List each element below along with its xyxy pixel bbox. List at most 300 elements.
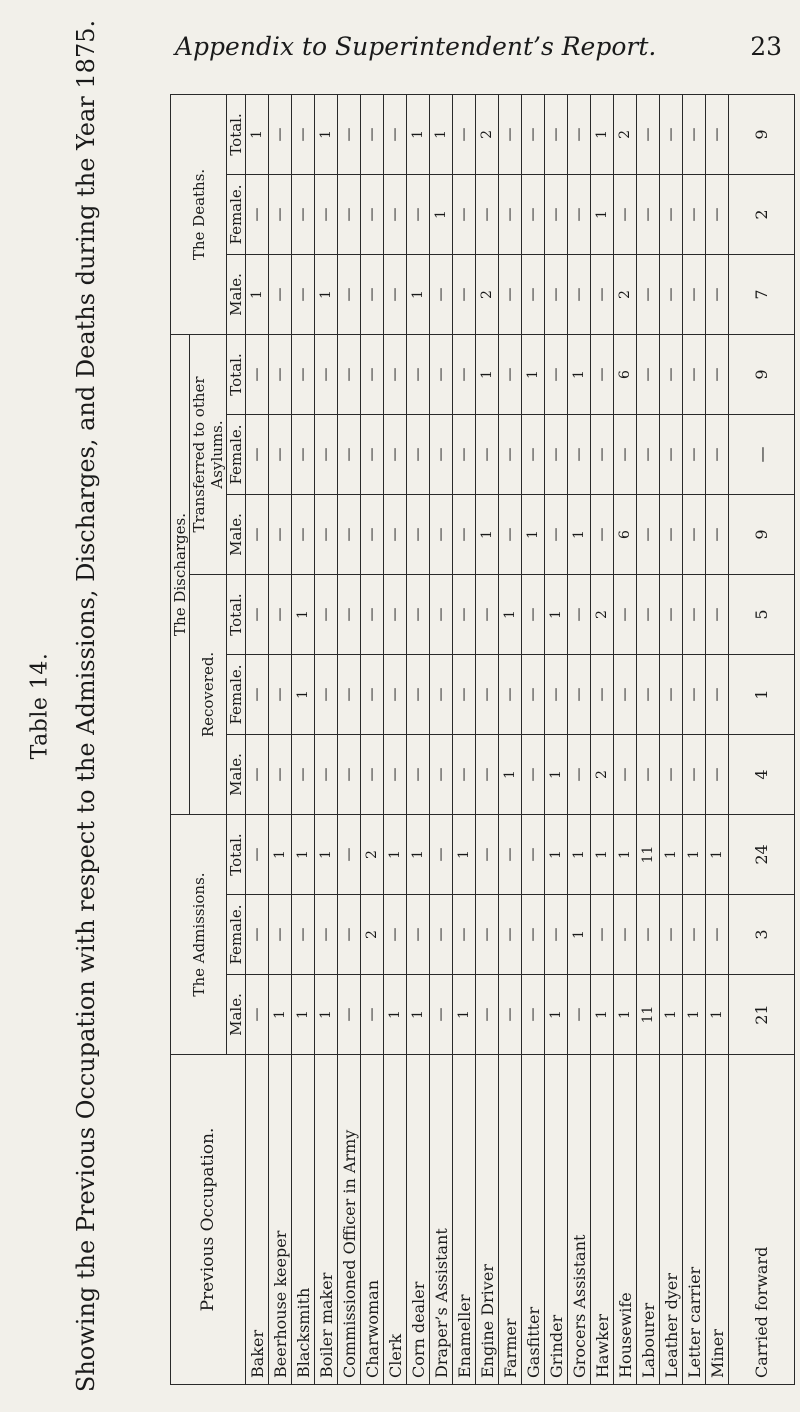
count-cell: — xyxy=(246,574,269,654)
count-cell: — xyxy=(315,895,338,975)
count-cell: — xyxy=(591,494,614,574)
count-cell: — xyxy=(683,574,706,654)
count-cell: — xyxy=(614,414,637,494)
table-row xyxy=(315,94,338,1384)
count-cell: 2 xyxy=(591,574,614,654)
count-cell: — xyxy=(706,334,729,414)
count-cell: — xyxy=(361,334,384,414)
count-cell: 1 xyxy=(315,975,338,1055)
count-cell: — xyxy=(384,174,407,254)
count-cell: 1 xyxy=(706,814,729,894)
count-cell: 6 xyxy=(614,494,637,574)
count-cell: — xyxy=(476,174,499,254)
count-cell: 1 xyxy=(660,975,683,1055)
count-cell: 1 xyxy=(545,814,568,894)
count-cell: — xyxy=(660,94,683,174)
occupation-cell: Miner xyxy=(706,1055,729,1385)
table-row xyxy=(476,94,499,1384)
count-cell: 1 xyxy=(407,814,430,894)
count-cell: — xyxy=(361,654,384,734)
count-cell: — xyxy=(430,895,453,975)
count-cell: — xyxy=(637,414,660,494)
count-cell: 1 xyxy=(315,254,338,334)
total-cell: 7 xyxy=(729,254,795,334)
count-cell: 6 xyxy=(614,334,637,414)
count-cell: — xyxy=(292,414,315,494)
count-cell: — xyxy=(522,574,545,654)
count-cell: 2 xyxy=(614,254,637,334)
occupation-cell: Housewife xyxy=(614,1055,637,1385)
count-cell: — xyxy=(384,254,407,334)
count-cell: — xyxy=(683,734,706,814)
count-cell: — xyxy=(453,254,476,334)
table-row xyxy=(361,94,384,1384)
count-cell: — xyxy=(384,334,407,414)
count-cell: — xyxy=(269,734,292,814)
occupation-cell: Beerhouse keeper xyxy=(269,1055,292,1385)
count-cell: — xyxy=(407,334,430,414)
header-deaths-total: Total. xyxy=(227,94,246,174)
table-row xyxy=(246,94,269,1384)
header-recovered: Recovered. xyxy=(190,574,227,814)
header-transferred-total: Total. xyxy=(227,334,246,414)
count-cell: — xyxy=(499,895,522,975)
count-cell: — xyxy=(568,174,591,254)
count-cell: — xyxy=(545,334,568,414)
count-cell: — xyxy=(384,94,407,174)
count-cell: — xyxy=(269,895,292,975)
count-cell: 2 xyxy=(361,895,384,975)
count-cell: — xyxy=(660,414,683,494)
count-cell: — xyxy=(269,174,292,254)
count-cell: 1 xyxy=(269,814,292,894)
count-cell: — xyxy=(683,494,706,574)
count-cell: 1 xyxy=(591,174,614,254)
count-cell: — xyxy=(338,174,361,254)
count-cell: — xyxy=(476,975,499,1055)
header-discharges: The Discharges. xyxy=(171,334,190,814)
header-previous-occupation: Previous Occupation. xyxy=(171,1055,246,1385)
count-cell: — xyxy=(591,895,614,975)
count-cell: — xyxy=(499,814,522,894)
count-cell: 1 xyxy=(407,975,430,1055)
count-cell: — xyxy=(361,574,384,654)
count-cell: — xyxy=(292,494,315,574)
table-row xyxy=(545,94,568,1384)
count-cell: — xyxy=(292,174,315,254)
count-cell: — xyxy=(637,174,660,254)
count-cell: — xyxy=(614,174,637,254)
header-admissions-female: Female. xyxy=(227,895,246,975)
total-cell: 24 xyxy=(729,814,795,894)
table-row xyxy=(660,94,683,1384)
count-cell: — xyxy=(269,254,292,334)
count-cell: 1 xyxy=(660,814,683,894)
total-cell: 2 xyxy=(729,174,795,254)
count-cell: — xyxy=(476,895,499,975)
total-cell: 9 xyxy=(729,494,795,574)
occupation-cell: Enameller xyxy=(453,1055,476,1385)
count-cell: — xyxy=(269,334,292,414)
table-row xyxy=(338,94,361,1384)
count-cell: — xyxy=(338,334,361,414)
table-row xyxy=(522,94,545,1384)
count-cell: — xyxy=(361,494,384,574)
header-recovered-male: Male. xyxy=(227,734,246,814)
count-cell: — xyxy=(453,574,476,654)
count-cell: — xyxy=(430,574,453,654)
count-cell: — xyxy=(499,174,522,254)
header-transferred-male: Male. xyxy=(227,494,246,574)
count-cell: — xyxy=(614,574,637,654)
count-cell: — xyxy=(246,814,269,894)
count-cell: — xyxy=(522,654,545,734)
count-cell: — xyxy=(522,254,545,334)
total-cell: 1 xyxy=(729,654,795,734)
count-cell: — xyxy=(361,734,384,814)
count-cell: — xyxy=(476,414,499,494)
count-cell: — xyxy=(384,494,407,574)
count-cell: 1 xyxy=(453,814,476,894)
occupation-table-container xyxy=(170,95,795,1385)
occupation-cell: Farmer xyxy=(499,1055,522,1385)
count-cell: — xyxy=(246,334,269,414)
count-cell: — xyxy=(499,414,522,494)
count-cell: — xyxy=(637,574,660,654)
occupation-table xyxy=(170,94,795,1385)
count-cell: 1 xyxy=(545,734,568,814)
carried-forward-row xyxy=(729,94,795,1384)
occupation-cell: Grinder xyxy=(545,1055,568,1385)
count-cell: — xyxy=(246,174,269,254)
count-cell: — xyxy=(338,975,361,1055)
count-cell: — xyxy=(453,895,476,975)
count-cell: 1 xyxy=(683,975,706,1055)
count-cell: — xyxy=(246,895,269,975)
count-cell: — xyxy=(706,414,729,494)
header-recovered-female: Female. xyxy=(227,654,246,734)
count-cell: — xyxy=(614,895,637,975)
header-admissions-male: Male. xyxy=(227,975,246,1055)
count-cell: 1 xyxy=(706,975,729,1055)
count-cell: 1 xyxy=(499,574,522,654)
count-cell: 1 xyxy=(407,94,430,174)
count-cell: — xyxy=(407,494,430,574)
count-cell: — xyxy=(292,334,315,414)
table-row xyxy=(453,94,476,1384)
count-cell: — xyxy=(522,814,545,894)
count-cell: — xyxy=(338,254,361,334)
table-name: Table 14. xyxy=(27,652,53,760)
count-cell: — xyxy=(545,895,568,975)
count-cell: — xyxy=(614,734,637,814)
count-cell: — xyxy=(522,895,545,975)
count-cell: 1 xyxy=(545,574,568,654)
count-cell: 1 xyxy=(545,975,568,1055)
count-cell: — xyxy=(338,414,361,494)
count-cell: — xyxy=(637,94,660,174)
count-cell: — xyxy=(361,174,384,254)
count-cell: — xyxy=(522,414,545,494)
count-cell: — xyxy=(269,574,292,654)
count-cell: — xyxy=(499,975,522,1055)
count-cell: 1 xyxy=(591,975,614,1055)
count-cell: — xyxy=(338,734,361,814)
count-cell: — xyxy=(338,654,361,734)
occupation-cell: Labourer xyxy=(637,1055,660,1385)
count-cell: 1 xyxy=(683,814,706,894)
count-cell: — xyxy=(637,895,660,975)
count-cell: — xyxy=(568,654,591,734)
count-cell: — xyxy=(338,895,361,975)
count-cell: 1 xyxy=(568,494,591,574)
total-cell: 5 xyxy=(729,574,795,654)
count-cell: — xyxy=(269,94,292,174)
count-cell: — xyxy=(246,414,269,494)
count-cell: 11 xyxy=(637,975,660,1055)
count-cell: 1 xyxy=(568,814,591,894)
running-header: Appendix to Superintendent’s Report. xyxy=(175,32,657,61)
table-row xyxy=(637,94,660,1384)
table-row xyxy=(614,94,637,1384)
count-cell: — xyxy=(430,334,453,414)
occupation-cell: Letter carrier xyxy=(683,1055,706,1385)
count-cell: — xyxy=(246,734,269,814)
count-cell: — xyxy=(453,734,476,814)
count-cell: — xyxy=(476,734,499,814)
count-cell: — xyxy=(430,734,453,814)
count-cell: 1 xyxy=(568,895,591,975)
count-cell: — xyxy=(292,94,315,174)
count-cell: — xyxy=(315,574,338,654)
occupation-cell: Boiler maker xyxy=(315,1055,338,1385)
count-cell: — xyxy=(660,895,683,975)
count-cell: — xyxy=(660,254,683,334)
count-cell: — xyxy=(706,734,729,814)
count-cell: 2 xyxy=(591,734,614,814)
count-cell: — xyxy=(430,654,453,734)
count-cell: — xyxy=(476,574,499,654)
count-cell: — xyxy=(706,654,729,734)
count-cell: — xyxy=(660,654,683,734)
count-cell: — xyxy=(683,94,706,174)
count-cell: 2 xyxy=(361,814,384,894)
occupation-cell: Grocers Assistant xyxy=(568,1055,591,1385)
count-cell: — xyxy=(706,94,729,174)
table-body xyxy=(246,94,795,1384)
sidebar xyxy=(0,0,110,1412)
count-cell: 1 xyxy=(476,334,499,414)
count-cell: — xyxy=(269,494,292,574)
count-cell: — xyxy=(476,814,499,894)
count-cell: 1 xyxy=(430,94,453,174)
count-cell: 1 xyxy=(384,975,407,1055)
count-cell: — xyxy=(407,414,430,494)
count-cell: — xyxy=(683,414,706,494)
table-row xyxy=(430,94,453,1384)
count-cell: — xyxy=(706,895,729,975)
count-cell: — xyxy=(637,254,660,334)
count-cell: — xyxy=(407,734,430,814)
count-cell: 1 xyxy=(292,975,315,1055)
count-cell: — xyxy=(706,574,729,654)
count-cell: — xyxy=(292,734,315,814)
count-cell: — xyxy=(315,334,338,414)
count-cell: — xyxy=(430,975,453,1055)
count-cell: 2 xyxy=(476,94,499,174)
occupation-cell: Engine Driver xyxy=(476,1055,499,1385)
count-cell: — xyxy=(453,174,476,254)
count-cell: — xyxy=(269,654,292,734)
count-cell: — xyxy=(522,975,545,1055)
count-cell: — xyxy=(361,254,384,334)
count-cell: — xyxy=(522,734,545,814)
count-cell: — xyxy=(683,654,706,734)
count-cell: — xyxy=(637,734,660,814)
count-cell: — xyxy=(269,414,292,494)
count-cell: — xyxy=(246,494,269,574)
table-caption: Showing the Previous Occupation with respect to the Admissions, Discharges, and Deaths during the Year 1875. xyxy=(72,19,100,1393)
count-cell: 2 xyxy=(476,254,499,334)
table-row xyxy=(499,94,522,1384)
count-cell: 1 xyxy=(614,975,637,1055)
count-cell: 11 xyxy=(637,814,660,894)
count-cell: — xyxy=(706,254,729,334)
header-admissions-total: Total. xyxy=(227,814,246,894)
count-cell: — xyxy=(315,734,338,814)
count-cell: — xyxy=(660,334,683,414)
count-cell: — xyxy=(430,814,453,894)
count-cell: — xyxy=(683,895,706,975)
count-cell: — xyxy=(545,654,568,734)
total-cell: — xyxy=(729,414,795,494)
count-cell: 1 xyxy=(568,334,591,414)
occupation-cell: Clerk xyxy=(384,1055,407,1385)
count-cell: — xyxy=(637,654,660,734)
count-cell: 1 xyxy=(315,814,338,894)
count-cell: 1 xyxy=(246,254,269,334)
count-cell: — xyxy=(499,494,522,574)
count-cell: — xyxy=(591,654,614,734)
occupation-cell: Blacksmith xyxy=(292,1055,315,1385)
count-cell: 1 xyxy=(453,975,476,1055)
count-cell: — xyxy=(384,654,407,734)
count-cell: — xyxy=(246,654,269,734)
count-cell: — xyxy=(545,414,568,494)
count-cell: 1 xyxy=(384,814,407,894)
count-cell: — xyxy=(591,254,614,334)
count-cell: — xyxy=(407,654,430,734)
occupation-cell: Leather dyer xyxy=(660,1055,683,1385)
count-cell: — xyxy=(292,895,315,975)
count-cell: 1 xyxy=(430,174,453,254)
count-cell: — xyxy=(706,174,729,254)
count-cell: — xyxy=(660,174,683,254)
count-cell: — xyxy=(545,94,568,174)
header-recovered-total: Total. xyxy=(227,574,246,654)
count-cell: — xyxy=(292,254,315,334)
count-cell: — xyxy=(453,654,476,734)
count-cell: — xyxy=(660,734,683,814)
count-cell: — xyxy=(361,414,384,494)
count-cell: — xyxy=(499,94,522,174)
occupation-cell: Hawker xyxy=(591,1055,614,1385)
count-cell: — xyxy=(683,174,706,254)
count-cell: 1 xyxy=(292,574,315,654)
header-deaths: The Deaths. xyxy=(171,94,227,334)
count-cell: — xyxy=(683,254,706,334)
count-cell: — xyxy=(591,334,614,414)
header-transferred: Transferred to other Asylums. xyxy=(190,334,227,574)
count-cell: 1 xyxy=(522,334,545,414)
total-cell: 4 xyxy=(729,734,795,814)
total-cell: 9 xyxy=(729,334,795,414)
count-cell: — xyxy=(384,734,407,814)
count-cell: — xyxy=(453,94,476,174)
count-cell: — xyxy=(453,414,476,494)
count-cell: — xyxy=(499,654,522,734)
count-cell: — xyxy=(407,574,430,654)
count-cell: 1 xyxy=(614,814,637,894)
count-cell: — xyxy=(407,174,430,254)
count-cell: — xyxy=(568,254,591,334)
count-cell: 1 xyxy=(246,94,269,174)
occupation-cell: Corn dealer xyxy=(407,1055,430,1385)
total-cell: 9 xyxy=(729,94,795,174)
count-cell: 2 xyxy=(614,94,637,174)
header-admissions: The Admissions. xyxy=(171,814,227,1054)
count-cell: — xyxy=(476,654,499,734)
count-cell: — xyxy=(338,574,361,654)
count-cell: — xyxy=(545,254,568,334)
count-cell: — xyxy=(545,174,568,254)
count-cell: 1 xyxy=(499,734,522,814)
count-cell: — xyxy=(430,494,453,574)
count-cell: 1 xyxy=(292,814,315,894)
count-cell: — xyxy=(660,494,683,574)
table-row xyxy=(706,94,729,1384)
total-cell: 21 xyxy=(729,975,795,1055)
count-cell: 1 xyxy=(269,975,292,1055)
count-cell: — xyxy=(637,334,660,414)
page-number: 23 xyxy=(750,32,782,61)
count-cell: — xyxy=(568,975,591,1055)
count-cell: — xyxy=(315,174,338,254)
count-cell: — xyxy=(246,975,269,1055)
count-cell: — xyxy=(499,334,522,414)
count-cell: — xyxy=(683,334,706,414)
table-row xyxy=(683,94,706,1384)
count-cell: — xyxy=(361,94,384,174)
occupation-cell: Gasfitter xyxy=(522,1055,545,1385)
count-cell: — xyxy=(591,414,614,494)
count-cell: — xyxy=(315,654,338,734)
total-cell: 3 xyxy=(729,895,795,975)
count-cell: — xyxy=(706,494,729,574)
count-cell: 1 xyxy=(292,654,315,734)
occupation-cell: Draper’s Assistant xyxy=(430,1055,453,1385)
count-cell: — xyxy=(338,494,361,574)
count-cell: — xyxy=(660,574,683,654)
count-cell: 1 xyxy=(407,254,430,334)
count-cell: — xyxy=(568,414,591,494)
count-cell: 1 xyxy=(591,814,614,894)
header-deaths-male: Male. xyxy=(227,254,246,334)
occupation-cell: Commissioned Officer in Army xyxy=(338,1055,361,1385)
count-cell: — xyxy=(568,574,591,654)
count-cell: — xyxy=(315,414,338,494)
table-row xyxy=(384,94,407,1384)
